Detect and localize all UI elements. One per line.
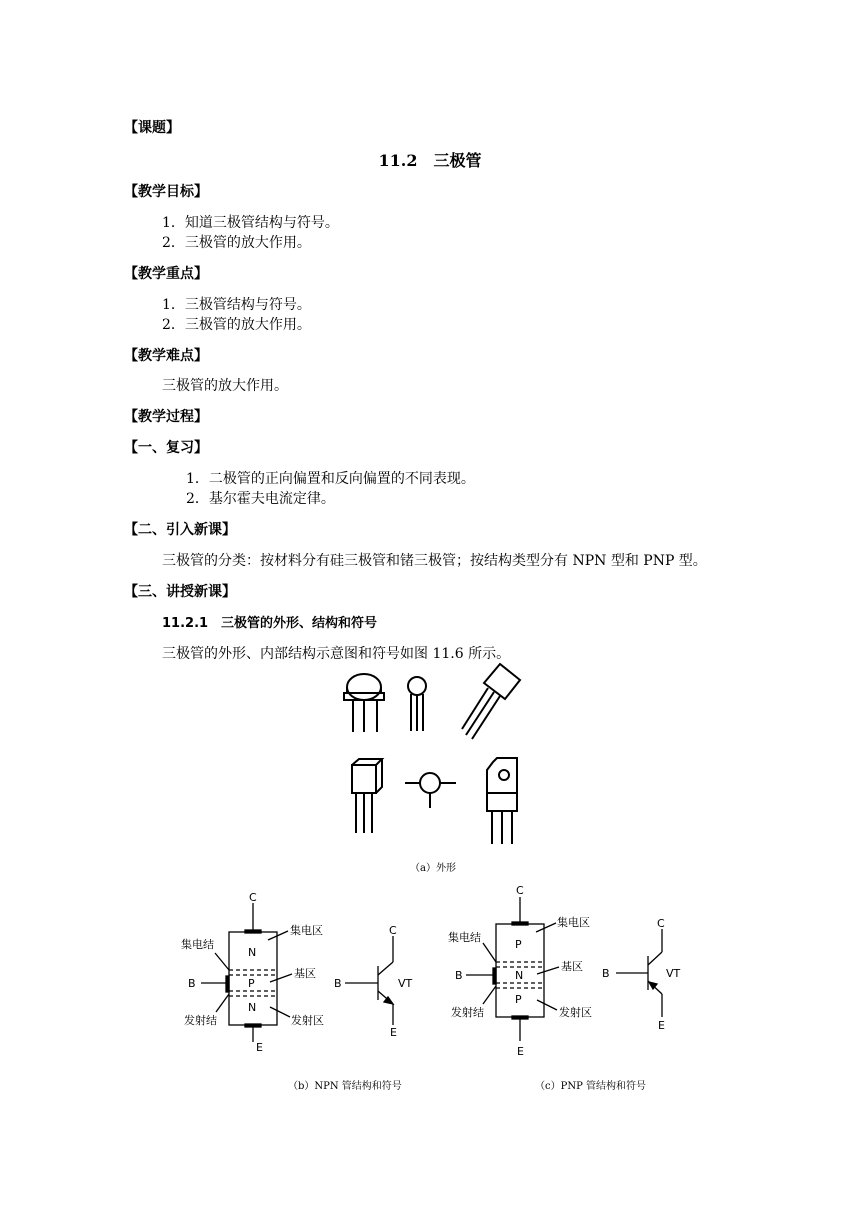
pnp-symbol-vt: VT bbox=[666, 967, 681, 980]
pnp-e-label: E bbox=[517, 1045, 524, 1058]
pnp-symbol-c: C bbox=[657, 917, 665, 930]
difficulty-heading: 【教学难点】 bbox=[124, 348, 208, 364]
objective-item-1: 1．知道三极管结构与符号。 bbox=[162, 215, 339, 231]
pnp-b-label: B bbox=[455, 969, 463, 982]
key-points-heading: 【教学重点】 bbox=[124, 266, 208, 282]
npn-symbol-vt: VT bbox=[398, 977, 413, 990]
npn-bot-region: N bbox=[248, 1001, 257, 1014]
caption-a: （a）外形 bbox=[410, 863, 456, 874]
review-item-2: 2．基尔霍夫电流定律。 bbox=[186, 491, 335, 507]
npn-mid-region: P bbox=[248, 977, 255, 990]
pnp-mid-region: N bbox=[515, 969, 524, 982]
lecture-heading: 【三、讲授新课】 bbox=[124, 584, 236, 600]
objectives-heading: 【教学目标】 bbox=[124, 184, 208, 200]
pnp-top-region: P bbox=[515, 938, 522, 951]
pnp-emitter-region-label: 发射区 bbox=[559, 1006, 592, 1019]
pnp-symbol-b: B bbox=[602, 967, 610, 980]
pnp-symbol-e: E bbox=[658, 1019, 665, 1032]
lecture-subheading: 11.2.1 三极管的外形、结构和符号 bbox=[162, 616, 378, 631]
page-title: 11.2 三极管 bbox=[378, 151, 482, 170]
pnp-c-label: C bbox=[516, 884, 524, 897]
npn-c-label: C bbox=[249, 891, 257, 904]
process-heading: 【教学过程】 bbox=[124, 409, 208, 425]
npn-b-label: B bbox=[188, 977, 196, 990]
npn-symbol-b: B bbox=[334, 977, 342, 990]
key-point-item-2: 2．三极管的放大作用。 bbox=[162, 317, 311, 333]
caption-b: （b）NPN 管结构和符号 bbox=[288, 1081, 402, 1092]
npn-top-region: N bbox=[248, 946, 257, 959]
lecture-text: 三极管的外形、内部结构示意图和符号如图 11.6 所示。 bbox=[162, 646, 511, 662]
intro-text: 三极管的分类：按材料分有硅三极管和锗三极管；按结构类型分有 NPN 型和 PNP 型。 bbox=[162, 553, 707, 569]
npn-collector-region-label: 集电区 bbox=[290, 924, 323, 937]
pnp-bot-region: P bbox=[515, 993, 522, 1006]
intro-heading: 【二、引入新课】 bbox=[124, 522, 236, 538]
npn-emitter-junction-label: 发射结 bbox=[184, 1014, 217, 1027]
npn-symbol-e: E bbox=[390, 1026, 397, 1039]
caption-c: （c）PNP 管结构和符号 bbox=[535, 1081, 646, 1092]
pnp-emitter-junction-label: 发射结 bbox=[451, 1006, 484, 1019]
review-heading: 【一、复习】 bbox=[124, 440, 208, 456]
difficulty-text: 三极管的放大作用。 bbox=[162, 378, 288, 394]
npn-collector-junction-label: 集电结 bbox=[181, 938, 214, 951]
npn-e-label: E bbox=[256, 1041, 263, 1054]
topic-heading: 【课题】 bbox=[124, 120, 180, 136]
npn-base-region-label: 基区 bbox=[294, 967, 316, 980]
npn-symbol-c: C bbox=[389, 924, 397, 937]
pnp-collector-region-label: 集电区 bbox=[557, 916, 590, 929]
objective-item-2: 2．三极管的放大作用。 bbox=[162, 235, 311, 251]
review-item-1: 1．二极管的正向偏置和反向偏置的不同表现。 bbox=[186, 471, 475, 487]
pnp-collector-junction-label: 集电结 bbox=[448, 931, 481, 944]
pnp-base-region-label: 基区 bbox=[561, 960, 583, 973]
key-point-item-1: 1．三极管结构与符号。 bbox=[162, 297, 311, 313]
npn-emitter-region-label: 发射区 bbox=[291, 1014, 324, 1027]
